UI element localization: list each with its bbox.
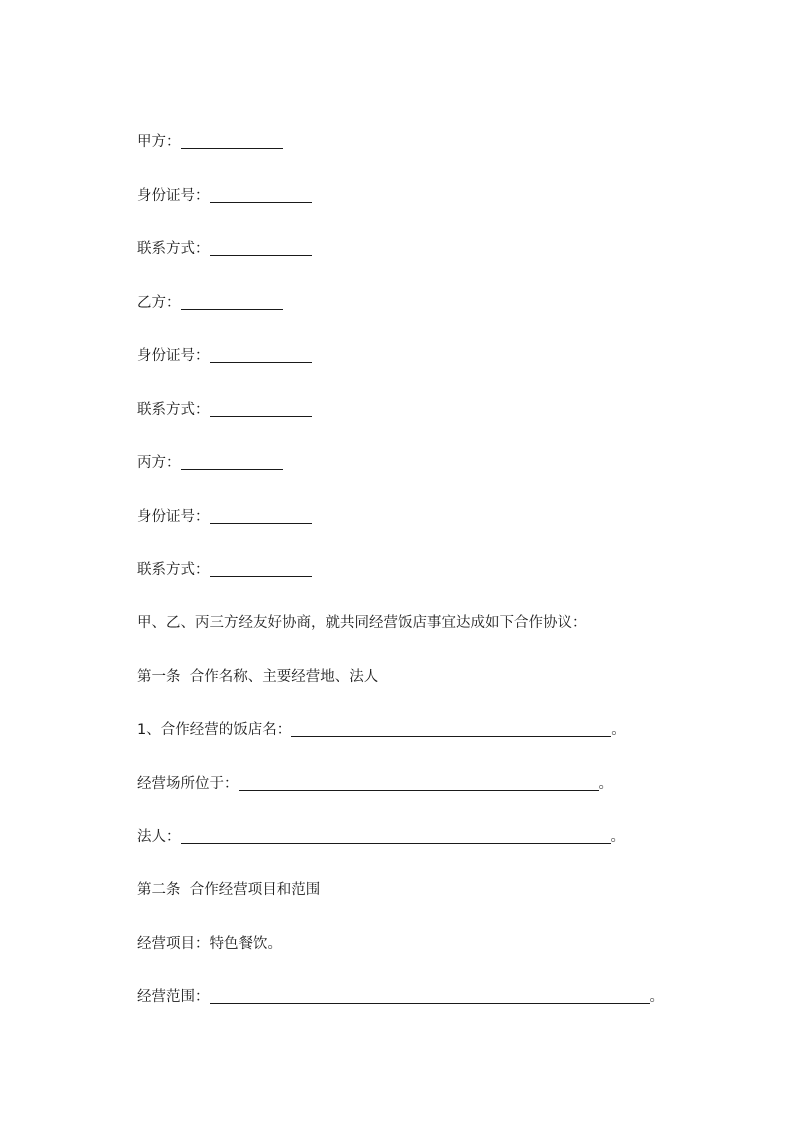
party-a-blank [181, 134, 283, 149]
party-c-id-line [137, 507, 312, 527]
party-b-id-line [137, 346, 312, 366]
party-c-contact-label: 联系方式： [137, 562, 210, 578]
party-b-label: 乙方： [137, 295, 181, 311]
article-1-heading: 第一条 合作名称、主要经营地、法人 [137, 669, 379, 685]
party-c-blank [181, 455, 283, 470]
business-scope-end-mark: 。 [649, 989, 664, 1005]
article-2-heading: 第二条 合作经营项目和范围 [137, 882, 321, 898]
article-1-heading-line [137, 667, 378, 687]
party-c-line [137, 453, 283, 473]
party-a-line [137, 132, 283, 152]
location-end-mark: 。 [598, 776, 613, 792]
business-scope-label: 经营范围： [137, 989, 210, 1005]
restaurant-name-line [137, 720, 626, 740]
business-scope-blank [210, 989, 650, 1004]
legal-person-line [137, 827, 625, 847]
location-line [137, 774, 613, 794]
party-a-id-line [137, 186, 312, 206]
party-b-line [137, 293, 283, 313]
legal-person-blank [181, 829, 611, 844]
party-a-id-blank [210, 188, 312, 203]
party-c-contact-blank [210, 562, 312, 577]
legal-person-label: 法人： [137, 829, 181, 845]
party-a-contact-label: 联系方式： [137, 241, 210, 257]
party-b-contact-line [137, 400, 312, 420]
party-b-id-blank [210, 348, 312, 363]
party-b-contact-blank [210, 402, 312, 417]
location-label: 经营场所位于： [137, 776, 239, 792]
party-b-contact-label: 联系方式： [137, 402, 210, 418]
business-scope-line [137, 987, 664, 1007]
legal-person-end-mark: 。 [610, 829, 625, 845]
business-project-text: 经营项目：特色餐饮。 [137, 936, 282, 952]
party-a-contact-line [137, 239, 312, 259]
article-2-heading-line [137, 880, 320, 900]
party-a-label: 甲方： [137, 134, 181, 150]
business-project-line [137, 934, 282, 954]
intro-text: 甲、乙、丙三方经友好协商，就共同经营饭店事宜达成如下合作协议： [137, 615, 587, 631]
restaurant-name-end-mark: 。 [611, 722, 626, 738]
party-b-id-label: 身份证号： [137, 348, 210, 364]
party-c-id-blank [210, 509, 312, 524]
party-b-blank [181, 295, 283, 310]
party-a-id-label: 身份证号： [137, 188, 210, 204]
location-blank [239, 776, 599, 791]
party-a-contact-blank [210, 241, 312, 256]
restaurant-name-blank [291, 722, 611, 737]
restaurant-name-label: 1、合作经营的饭店名： [137, 722, 292, 738]
party-c-contact-line [137, 560, 312, 580]
party-c-label: 丙方： [137, 455, 181, 471]
party-c-id-label: 身份证号： [137, 509, 210, 525]
intro-paragraph [137, 613, 587, 633]
